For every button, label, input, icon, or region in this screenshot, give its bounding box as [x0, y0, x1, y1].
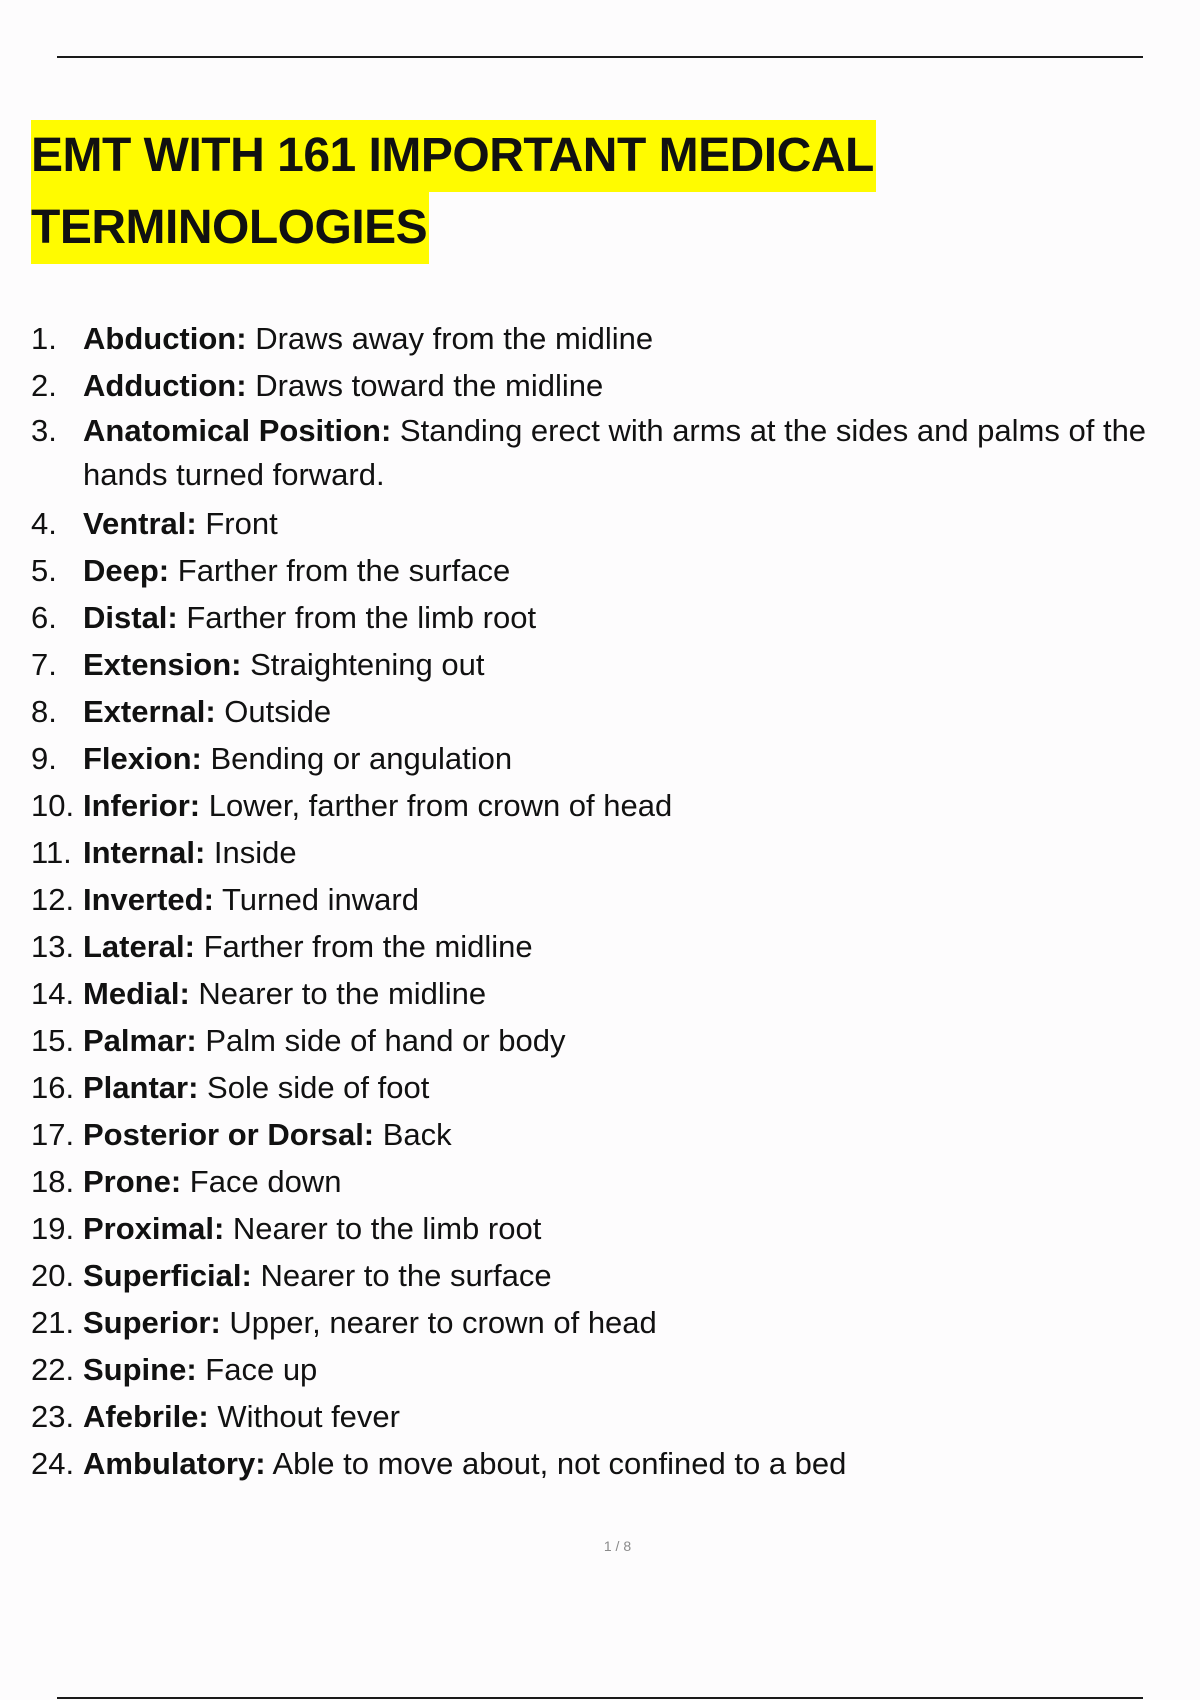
document-title	[31, 120, 1031, 264]
term-definition: Face down	[181, 1164, 342, 1199]
term-definition: Straightening out	[241, 647, 485, 682]
item-number: 13.	[31, 929, 75, 964]
item-number: 12.	[31, 882, 75, 917]
term-name: Internal:	[83, 835, 206, 870]
item-number: 2.	[31, 368, 57, 403]
list-item	[31, 409, 1200, 497]
list-item	[31, 735, 1200, 782]
list-item	[31, 876, 1200, 923]
term-name: Proximal:	[83, 1211, 225, 1246]
item-number: 22.	[31, 1352, 75, 1387]
term-name: Afebrile:	[83, 1399, 209, 1434]
term-name: Medial:	[83, 976, 190, 1011]
term-definition: Palm side of hand or body	[196, 1023, 566, 1058]
title-line-2: TERMINOLOGIES	[31, 192, 429, 264]
term-definition: Sole side of foot	[198, 1070, 430, 1105]
page-indicator: 1 / 8	[603, 1538, 632, 1554]
term-name: Prone:	[83, 1164, 182, 1199]
item-number: 18.	[31, 1164, 75, 1199]
term-definition: Outside	[215, 694, 332, 729]
term-name: Ambulatory:	[83, 1446, 266, 1481]
item-number: 10.	[31, 788, 75, 823]
term-definition: Draws away from the midline	[246, 321, 654, 356]
list-item	[31, 1299, 1200, 1346]
item-number: 19.	[31, 1211, 75, 1246]
term-definition: Upper, nearer to crown of head	[220, 1305, 657, 1340]
term-definition: Farther from the surface	[169, 553, 511, 588]
list-item	[31, 547, 1200, 594]
list-item	[31, 362, 1200, 409]
list-item	[31, 1346, 1200, 1393]
term-name: Adduction:	[83, 368, 247, 403]
list-item	[31, 1393, 1200, 1440]
term-name: Extension:	[83, 647, 242, 682]
list-item	[31, 1440, 1200, 1487]
term-definition: Able to move about, not confined to a bed	[265, 1446, 847, 1481]
list-item	[31, 1111, 1200, 1158]
list-item	[31, 315, 1200, 362]
term-definition: Farther from the midline	[194, 929, 533, 964]
item-number: 9.	[31, 741, 57, 776]
list-item	[31, 829, 1200, 876]
term-name: Posterior or Dorsal:	[83, 1117, 375, 1152]
list-item	[31, 970, 1200, 1017]
term-definition: Nearer to the surface	[251, 1258, 552, 1293]
term-name: Lateral:	[83, 929, 195, 964]
item-number: 6.	[31, 600, 57, 635]
list-item	[31, 500, 1200, 547]
item-number: 11.	[31, 835, 72, 870]
term-name: Anatomical Position:	[83, 413, 392, 448]
term-name: Supine:	[83, 1352, 197, 1387]
term-name: Plantar:	[83, 1070, 199, 1105]
top-rule	[57, 56, 1143, 58]
list-item	[31, 1064, 1200, 1111]
item-number: 7.	[31, 647, 57, 682]
item-number: 20.	[31, 1258, 75, 1293]
term-definition: Nearer to the limb root	[224, 1211, 542, 1246]
item-number: 5.	[31, 553, 57, 588]
bottom-rule	[57, 1697, 1143, 1699]
item-number: 17.	[31, 1117, 75, 1152]
term-definition: Turned inward	[213, 882, 419, 917]
term-name: Inferior:	[83, 788, 201, 823]
item-number: 14.	[31, 976, 75, 1011]
term-name: Distal:	[83, 600, 178, 635]
term-definition: Farther from the limb root	[177, 600, 537, 635]
list-item	[31, 923, 1200, 970]
term-name: Inverted:	[83, 882, 214, 917]
term-name: Deep:	[83, 553, 170, 588]
item-number: 8.	[31, 694, 57, 729]
list-item	[31, 1205, 1200, 1252]
term-name: Flexion:	[83, 741, 202, 776]
list-item	[31, 782, 1200, 829]
title-line-1: EMT WITH 161 IMPORTANT MEDICAL	[31, 120, 876, 192]
term-name: Abduction:	[83, 321, 247, 356]
term-definition: Bending or angulation	[201, 741, 513, 776]
item-number: 23.	[31, 1399, 75, 1434]
term-definition: Nearer to the midline	[189, 976, 487, 1011]
term-name: Superior:	[83, 1305, 221, 1340]
item-number: 1.	[31, 321, 57, 356]
item-number: 24.	[31, 1446, 75, 1481]
list-item	[31, 1158, 1200, 1205]
list-item	[31, 594, 1200, 641]
term-definition: Inside	[205, 835, 297, 870]
item-number: 21.	[31, 1305, 75, 1340]
term-name: Ventral:	[83, 506, 197, 541]
item-number: 3.	[31, 413, 57, 448]
terminology-list	[31, 315, 1200, 1487]
item-number: 15.	[31, 1023, 75, 1058]
term-definition: Face up	[196, 1352, 318, 1387]
term-definition: Without fever	[208, 1399, 400, 1434]
term-definition: Back	[374, 1117, 452, 1152]
term-definition: Front	[196, 506, 278, 541]
term-definition: Lower, farther from crown of head	[200, 788, 673, 823]
term-name: Superficial:	[83, 1258, 252, 1293]
list-item	[31, 688, 1200, 735]
term-name: Palmar:	[83, 1023, 197, 1058]
list-item	[31, 1017, 1200, 1064]
list-item	[31, 1252, 1200, 1299]
term-definition: Standing erect with arms at the sides and palms of the hands turned forward.	[83, 413, 1147, 492]
term-name: External:	[83, 694, 216, 729]
list-item	[31, 641, 1200, 688]
term-definition: Draws toward the midline	[246, 368, 604, 403]
item-number: 4.	[31, 506, 57, 541]
item-number: 16.	[31, 1070, 75, 1105]
